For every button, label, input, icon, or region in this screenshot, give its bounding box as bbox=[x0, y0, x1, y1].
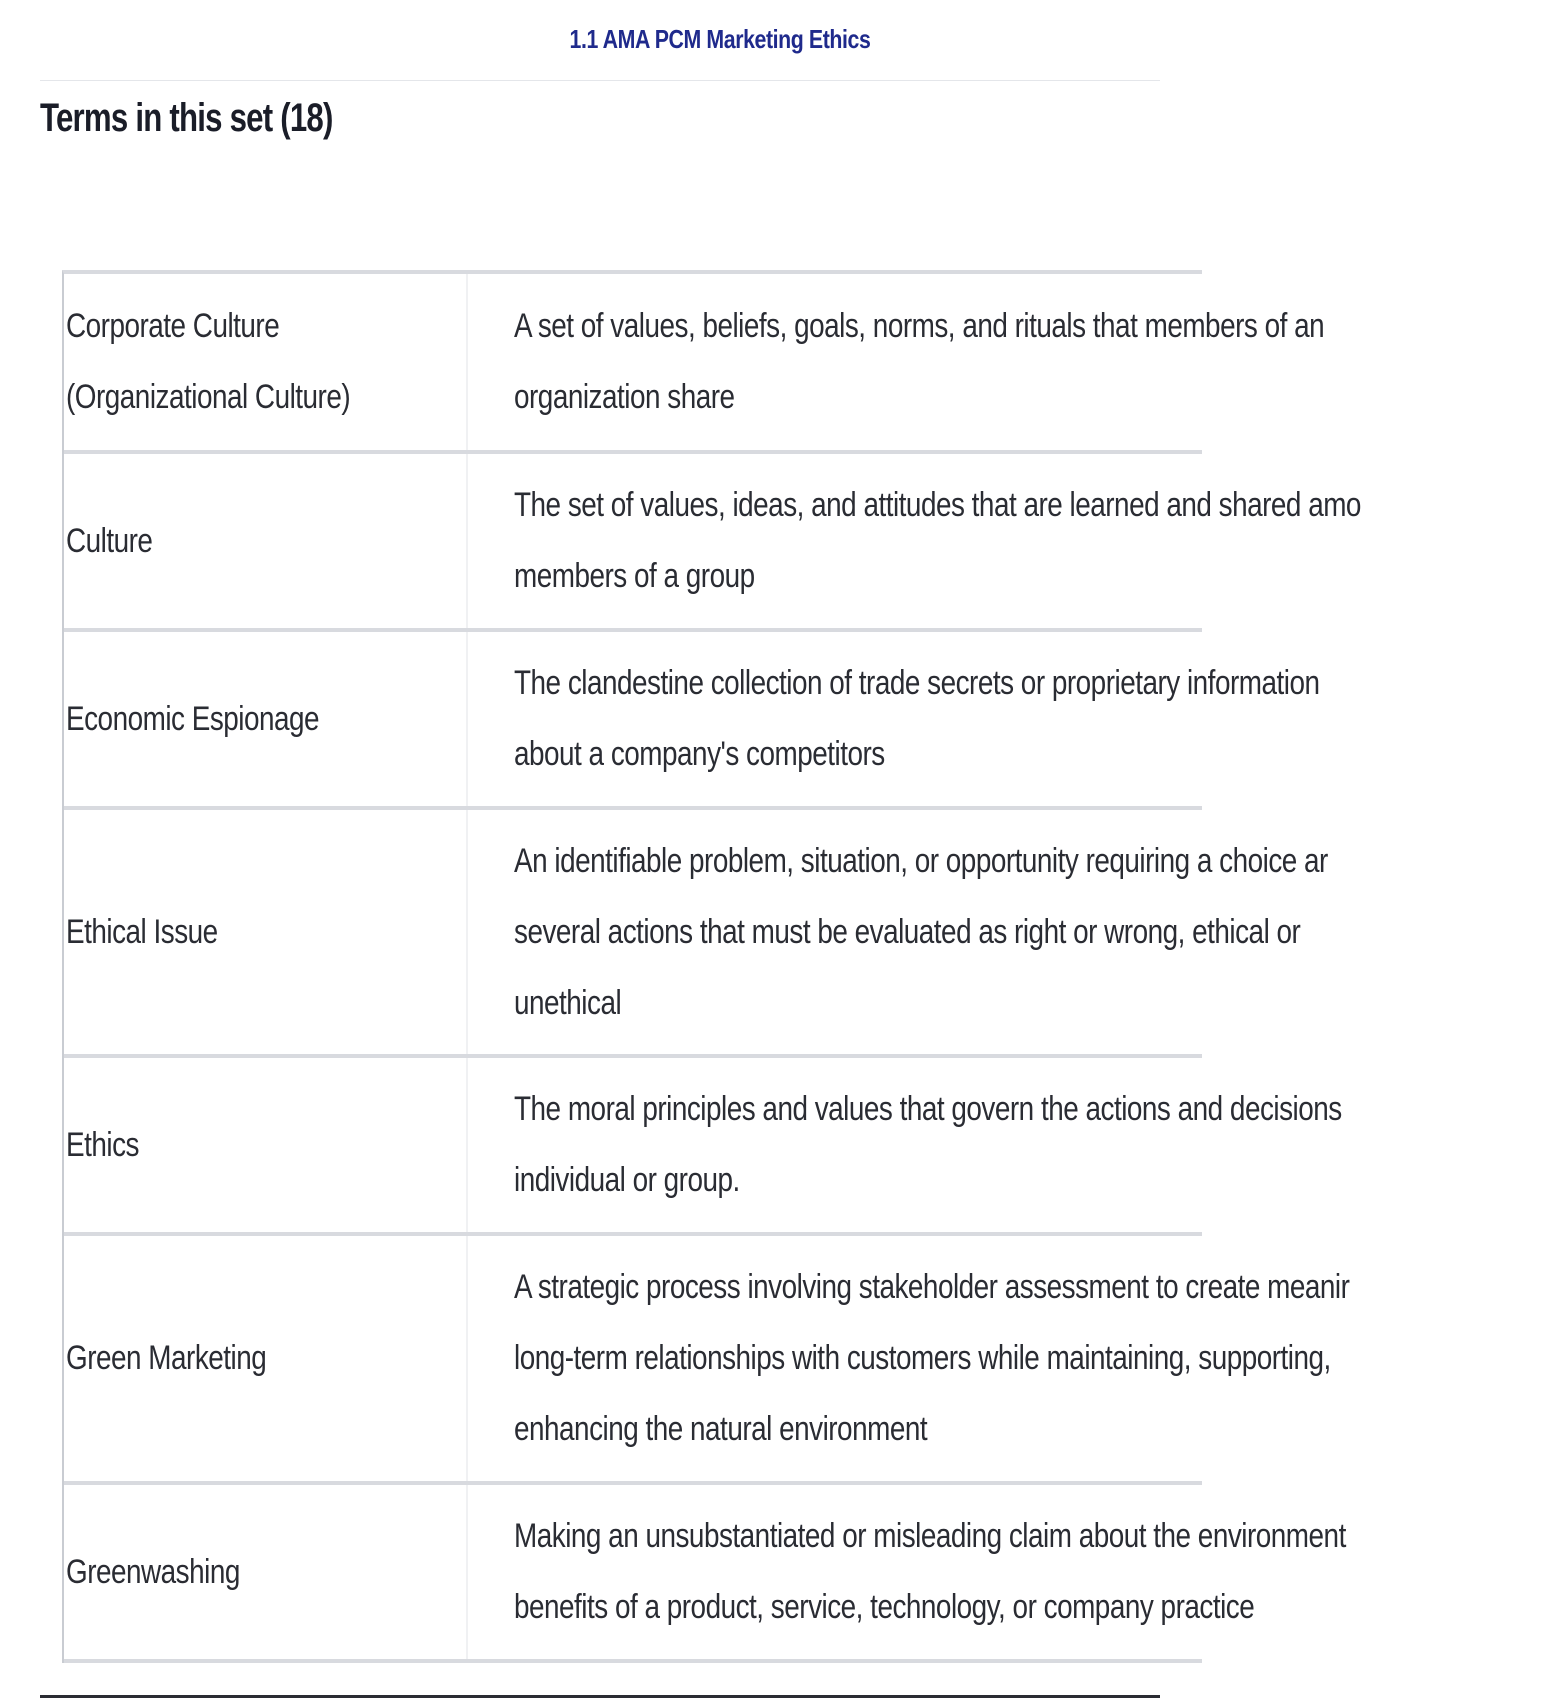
definition-line: An identifiable problem, situation, or opportunity requiring a choice ar bbox=[514, 841, 1328, 880]
definition-line: several actions that must be evaluated as right or wrong, ethical or bbox=[514, 912, 1301, 951]
definition-cell bbox=[468, 1236, 1533, 1481]
term-text: Greenwashing bbox=[66, 1552, 240, 1591]
header-divider bbox=[40, 80, 1160, 81]
term-row bbox=[64, 1236, 1350, 1485]
definition-line: The moral principles and values that govern the actions and decisions bbox=[514, 1090, 1342, 1128]
terms-set-heading: Terms in this set (18) bbox=[40, 96, 333, 140]
footer-divider bbox=[40, 1695, 1160, 1698]
definition-text bbox=[514, 291, 1324, 433]
term-cell bbox=[64, 1485, 468, 1659]
term-row bbox=[64, 1058, 1342, 1236]
definition-line: enhancing the natural environment bbox=[514, 1410, 928, 1448]
definition-text bbox=[514, 648, 1319, 790]
term-row bbox=[64, 274, 1325, 454]
term-text: Ethical Issue bbox=[66, 912, 218, 951]
definition-line: Making an unsubstantiated or misleading claim about the environment bbox=[514, 1517, 1346, 1555]
definition-cell bbox=[468, 454, 1547, 628]
definition-text bbox=[514, 470, 1361, 612]
definition-cell bbox=[468, 274, 1502, 450]
definition-line: long-term relationships with customers while maintaining, supporting, bbox=[514, 1339, 1331, 1377]
definition-text bbox=[514, 826, 1328, 1039]
definition-line: The clandestine collection of trade secrets or proprietary information bbox=[514, 664, 1320, 702]
term-text: Corporate Culture (Organizational Culture) bbox=[66, 307, 351, 416]
document-title: 1.1 AMA PCM Marketing Ethics bbox=[569, 24, 871, 54]
term-text: Culture bbox=[66, 521, 153, 560]
term-row bbox=[64, 810, 1328, 1058]
term-cell bbox=[64, 810, 468, 1054]
term-row bbox=[64, 632, 1320, 810]
definition-text bbox=[514, 1501, 1346, 1643]
definition-line: benefits of a product, service, technology, or company practice bbox=[514, 1588, 1255, 1626]
terms-table bbox=[62, 270, 1361, 1663]
definition-line: individual or group. bbox=[514, 1161, 740, 1199]
definition-cell bbox=[468, 810, 1507, 1054]
term-cell bbox=[64, 632, 468, 806]
definition-line: unethical bbox=[514, 983, 622, 1022]
term-text: Economic Espionage bbox=[66, 699, 320, 738]
definition-line: A strategic process involving stakeholder assessment to create meanir bbox=[514, 1268, 1350, 1306]
term-cell bbox=[64, 454, 468, 628]
term-text: Ethics bbox=[66, 1125, 139, 1164]
definition-line: The set of values, ideas, and attitudes that are learned and shared amo bbox=[514, 486, 1361, 524]
term-cell bbox=[64, 1236, 468, 1481]
definition-text bbox=[514, 1074, 1342, 1216]
definition-cell bbox=[468, 632, 1496, 806]
definition-line: A set of values, beliefs, goals, norms, and rituals that members of an bbox=[514, 307, 1325, 345]
term-cell bbox=[64, 1058, 468, 1232]
definition-text bbox=[514, 1252, 1349, 1465]
term-text: Green Marketing bbox=[66, 1339, 267, 1377]
definition-line: members of a group bbox=[514, 557, 755, 595]
term-row bbox=[64, 454, 1361, 632]
term-cell bbox=[64, 274, 468, 450]
definition-line: organization share bbox=[514, 378, 735, 416]
term-row bbox=[64, 1485, 1346, 1663]
definition-line: about a company's competitors bbox=[514, 735, 885, 773]
definition-cell bbox=[468, 1485, 1528, 1659]
definition-cell bbox=[468, 1058, 1523, 1232]
